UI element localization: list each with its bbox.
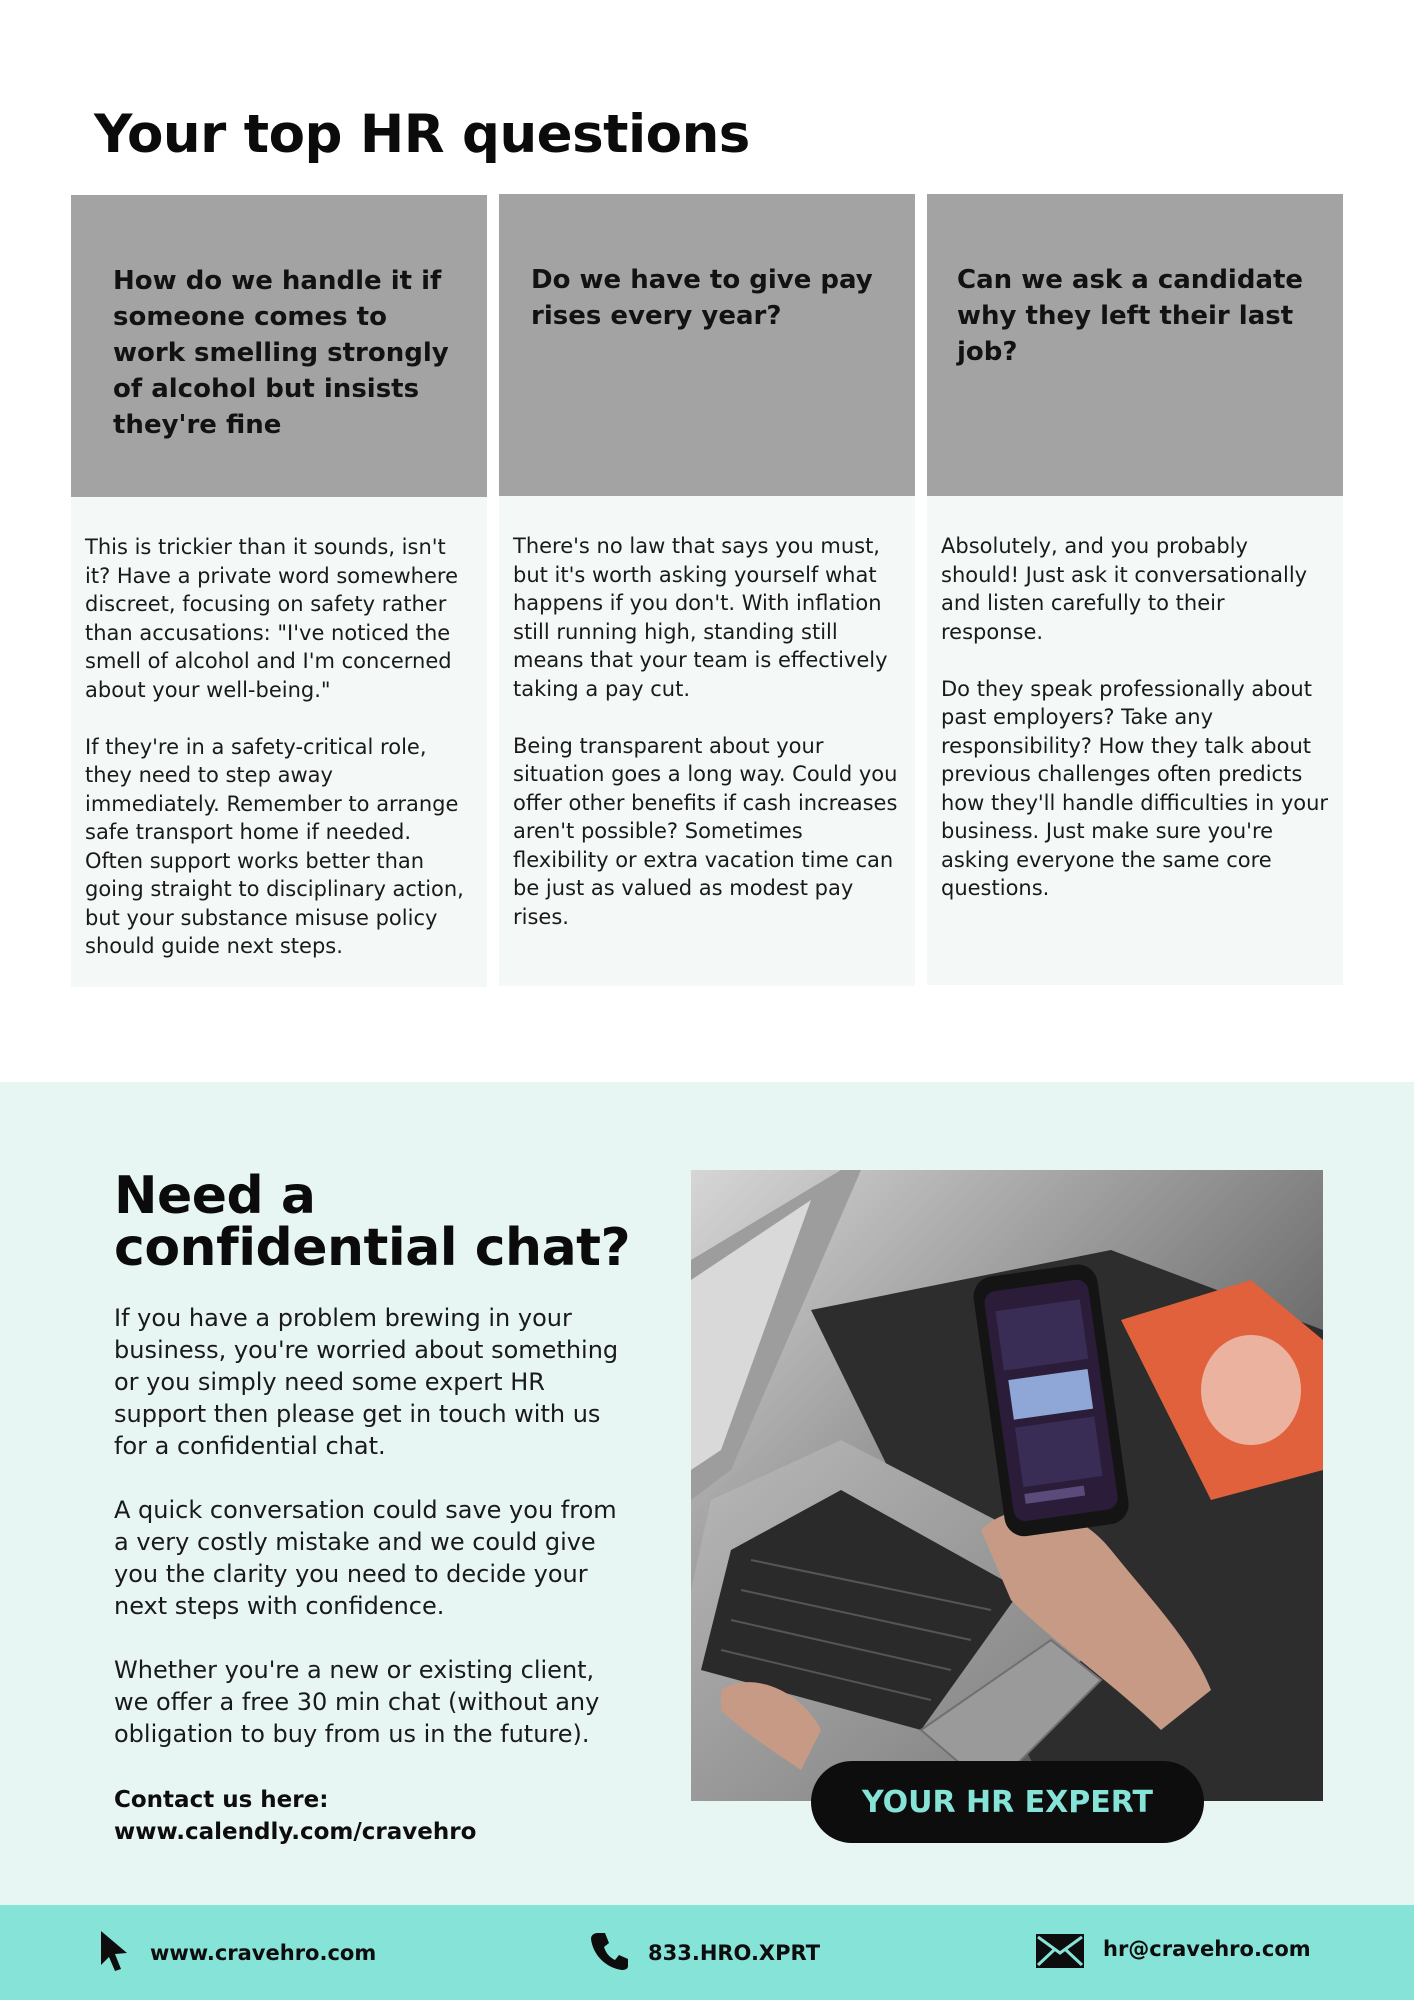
footer-bar — [0, 1905, 1414, 2000]
card-paragraph: If they're in a safety-critical role, they need to step away immediately. Remember to arrange safe transport home if needed. Often support works better than going straight to disciplinary action, but your substance misuse policy should guide next steps. — [85, 734, 464, 958]
card-paragraph: Absolutely, and you probably should! Just ask it conversationally and listen carefully to their response. — [941, 534, 1308, 644]
phone-icon — [590, 1931, 630, 1975]
cursor-icon — [98, 1929, 130, 1977]
footer-phone[interactable] — [590, 1905, 820, 2000]
cta-title: Need a confidential chat? — [114, 1166, 631, 1278]
footer-email[interactable] — [1035, 1901, 1311, 1996]
card-question: Can we ask a candidate why they left their last job? — [957, 265, 1304, 367]
cta-paragraph: Whether you're a new or existing client, we offer a free 30 min chat (without any obligation to buy from us in the future). — [114, 1656, 600, 1748]
footer-website-text: www.cravehro.com — [150, 1940, 377, 1965]
card-header — [927, 194, 1343, 496]
card-body — [927, 496, 1343, 903]
card-paragraph: Do they speak professionally about past employers? Take any responsibility? How they talk about previous challenges often predicts how they'll handle difficulties in your business. Just make sure you're asking everyone the same core questions. — [941, 676, 1329, 900]
card-question: How do we handle it if someone comes to work smelling strongly of alcohol but insists they're fine — [113, 266, 449, 440]
card-paragraph: This is trickier than it sounds, isn't it? Have a private word somewhere discreet, focusing on safety rather than accusations: "I've noticed the smell of alcohol and I'm concerned about your well-being." — [85, 535, 458, 702]
card-body — [499, 496, 915, 931]
section-title: Your top HR questions — [94, 104, 750, 165]
card-question: Do we have to give pay rises every year? — [531, 265, 873, 331]
mail-icon — [1035, 1933, 1085, 1973]
question-card-2 — [499, 194, 915, 986]
photo-illustration — [691, 1170, 1323, 1801]
contact-label: Contact us here: — [114, 1787, 329, 1813]
cta-paragraph: If you have a problem brewing in your business, you're worried about something or you simply need some expert HR support then please get in touch with us for a confidential chat. — [114, 1304, 619, 1460]
card-paragraph: Being transparent about your situation goes a long way. Could you offer other benefits if cash increases aren't possible? Sometimes flexibility or extra vacation time can be just as valued as modest pay rises. — [513, 733, 898, 929]
calendly-link[interactable]: www.calendly.com/cravehro — [114, 1819, 477, 1845]
cta-paragraph: A quick conversation could save you from a very costly mistake and we could give you the clarity you need to decide your next steps with confidence. — [114, 1496, 617, 1620]
card-header — [71, 195, 487, 497]
card-paragraph: There's no law that says you must, but it's worth asking yourself what happens if you don't. With inflation still running high, standing still means that your team is effectively taking a pay cut. — [513, 534, 888, 701]
question-card-1 — [71, 195, 487, 987]
footer-email-text: hr@cravehro.com — [1103, 1936, 1311, 1961]
footer-website[interactable] — [98, 1905, 376, 2000]
phone-laptop-photo — [691, 1170, 1323, 1801]
cta-text — [114, 1302, 634, 1750]
footer-phone-text: 833.HRO.XPRT — [648, 1940, 821, 1965]
hr-expert-badge: YOUR HR EXPERT — [811, 1761, 1204, 1843]
card-header — [499, 194, 915, 496]
question-card-3 — [927, 194, 1343, 985]
card-body — [71, 497, 487, 961]
contact-block — [114, 1784, 476, 1848]
